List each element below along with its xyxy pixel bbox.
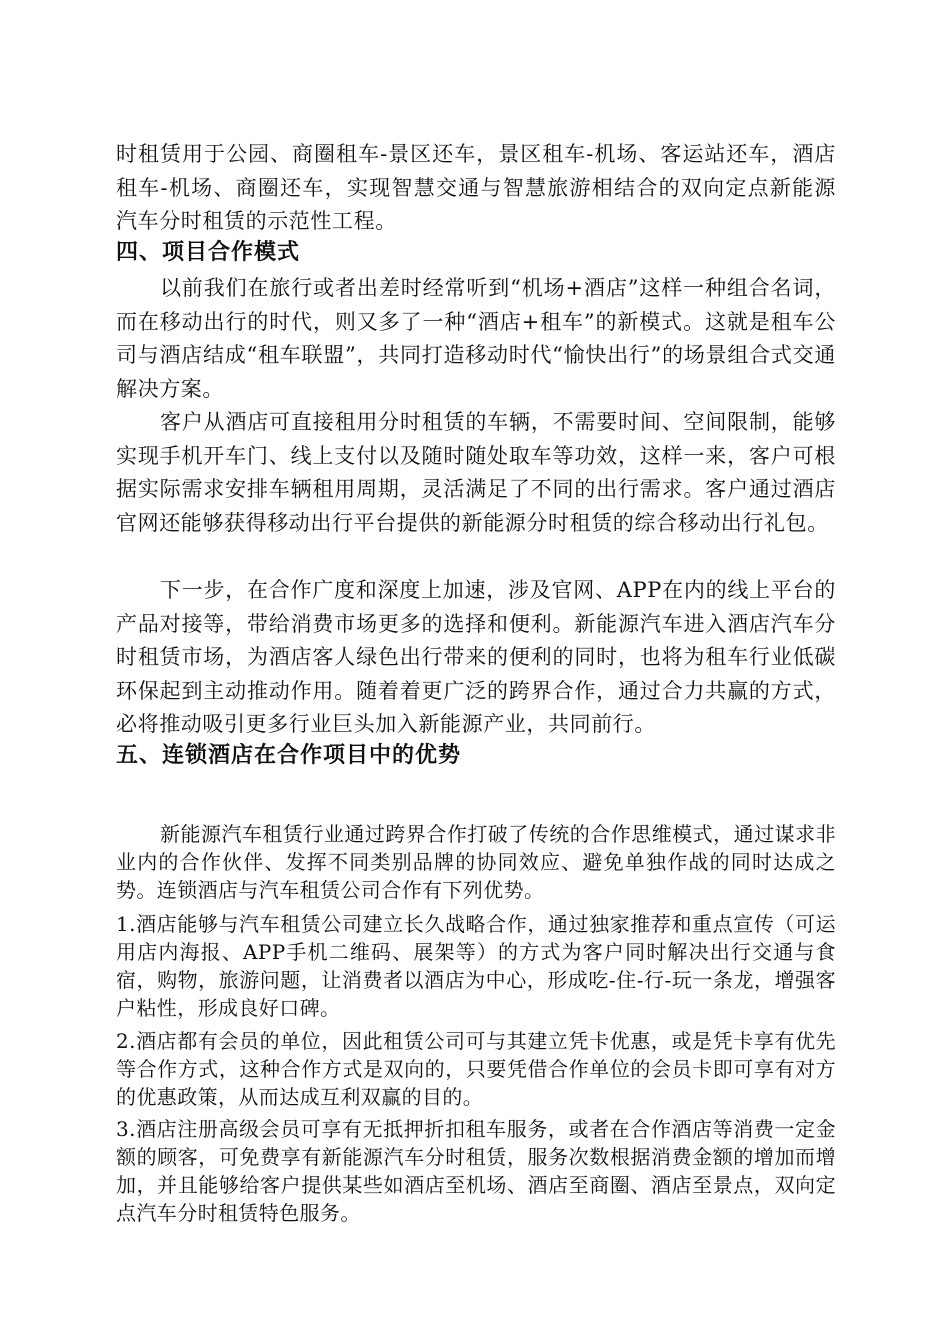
heading-section-4: 四、项目合作模式 — [116, 240, 301, 265]
paragraph-next-steps: 下一步，在合作广度和深度上加速，涉及官网、APP在内的线上平台的产品对接等，带给消费市场更多的选择和便利。新能源汽车进入酒店汽车分时租赁市场，为酒店客人绿色出行带来的便利的同时，也将为租车行业低碳环保起到主动推动作用。随着着更广泛的跨界合作，通过合力共赢的方式，必将推动吸引更多行业巨头加入新能源产业，共同前行。 — [116, 578, 836, 736]
paragraph-advantages-intro: 新能源汽车租赁行业通过跨界合作打破了传统的合作思维模式，通过谋求非业内的合作伙伴、发挥不同类别品牌的协同效应、避免单独作战的同时达成之势。连锁酒店与汽车租赁公司合作有下列优势。 — [116, 822, 836, 902]
list-item-advantage-3: 3.酒店注册高级会员可享有无抵押折扣租车服务，或者在合作酒店等消费一定金额的顾客，可免费享有新能源汽车分时租赁，服务次数根据消费金额的增加而增加，并且能够给客户提供某些如酒店至机场、酒店至商圈、酒店至景点，双向定点汽车分时租赁特色服务。 — [116, 1117, 836, 1225]
paragraph-intro-continuation: 时租赁用于公园、商圈租车-景区还车，景区租车-机场、客运站还车，酒店租车-机场、商圈还车，实现智慧交通与智慧旅游相结合的双向定点新能源汽车分时租赁的示范性工程。 — [116, 142, 836, 233]
list-item-advantage-1: 1.酒店能够与汽车租赁公司建立长久战略合作，通过独家推荐和重点宣传（可运用店内海报、APP手机二维码、展架等）的方式为客户同时解决出行交通与食宿，购物，旅游问题，让消费者以酒店为中心，形成吃-住-行-玩一条龙，增强客户粘性，形成良好口碑。 — [116, 912, 836, 1020]
paragraph-hotel-rental-model: 以前我们在旅行或者出差时经常听到“机场+酒店”这样一种组合名词，而在移动出行的时代，则又多了一种“酒店+租车”的新模式。这就是租车公司与酒店结成“租车联盟”，共同打造移动时代“愉快出行”的场景组合式交通解决方案。 — [116, 276, 836, 401]
paragraph-customer-benefits: 客户从酒店可直接租用分时租赁的车辆，不需要时间、空间限制，能够实现手机开车门、线上支付以及随时随处取车等功效，这样一来，客户可根据实际需求安排车辆租用周期，灵活满足了不同的出行需求。客户通过酒店官网还能够获得移动出行平台提供的新能源分时租赁的综合移动出行礼包。 — [116, 410, 836, 535]
list-item-advantage-2: 2.酒店都有会员的单位，因此租赁公司可与其建立凭卡优惠，或是凭卡享有优先等合作方式，这种合作方式是双向的，只要凭借合作单位的会员卡即可享有对方的优惠政策，从而达成互利双赢的目的。 — [116, 1029, 836, 1109]
heading-section-5: 五、连锁酒店在合作项目中的优势 — [116, 743, 462, 768]
